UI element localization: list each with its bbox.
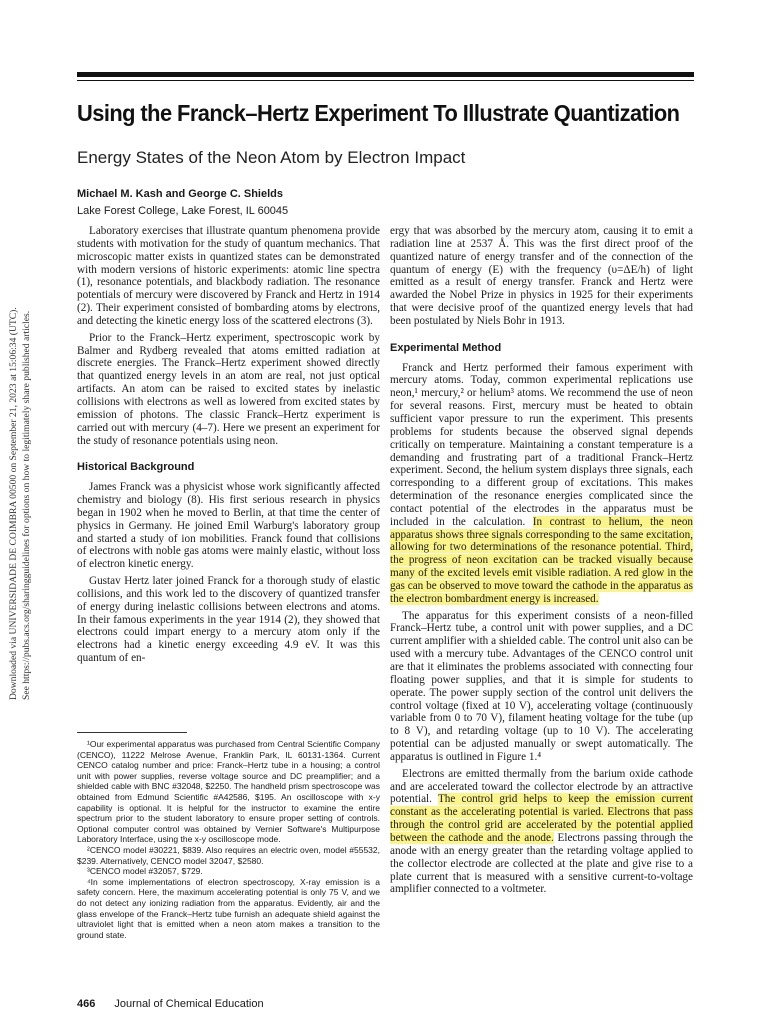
footnotes (77, 732, 380, 940)
paragraph: Laboratory exercises that illustrate quantum phenomena provide students with motivation for the study of quantum mechanics. That microscopic matter exists in quantized states can be demonstrated with modern versions of historic experiments: atomic line spectra (1), resonance potentials, and blackbody radiation. The resonance potentials of mercury were discovered by Franck and Hertz in 1914 (2). Their experiment consisted of bombarding atoms by electrons, and detecting the kinetic energy loss of the scattered electrons (3). (77, 225, 380, 327)
paragraph (390, 362, 693, 606)
paragraph (390, 768, 693, 896)
paragraph: Prior to the Franck–Hertz experiment, spectroscopic work by Balmer and Rydberg revealed that atoms emitted radiation at discrete energies. The Franck–Hertz experiment showed directly that quantized energy levels in an atom are real, not just optical artifacts. An atom can be raised to excited states by inelastic collisions with electrons as well as lowered from excited states by emission of photons. The classic Franck–Hertz experiment is carried out with mercury (4–7). Here we present an experiment for the study of resonance potentials using neon. (77, 331, 380, 447)
page-number: 466 (77, 998, 96, 1010)
footnote-2: ²CENCO model #30221, $839. Also requires an electric oven, model #55532, $239. Alternatively, CENCO model 32047, $2580. (77, 844, 380, 866)
paragraph: Gustav Hertz later joined Franck for a thorough study of elastic collisions, and this work led to the discovery of quantized transfer of energy during inelastic collisions between electrons and atoms. In their famous experiments in the year 1914 (2), they showed that electrons could impart energy to a mercury atom only if the electrons had a kinetic energy exceeding 4.9 eV. It was this quantum of en- (77, 575, 380, 665)
left-column (77, 225, 380, 669)
right-column (390, 225, 693, 900)
journal-name: Journal of Chemical Education (114, 998, 264, 1010)
paragraph: ergy that was absorbed by the mercury atom, causing it to emit a radiation line at 2537 Å. This was the first direct proof of the quantized nature of energy transfer and of the connection of the quantum of energy (E) with the frequency (υ=ΔE/h) of light emitted as a result of energy transfer. Franck and Hertz were awarded the Nobel Prize in physics in 1925 for their experiments that were decisive proof of the quantized energy levels that had been postulated by Niels Bohr in 1913. (390, 225, 693, 327)
highlighted-text: The control grid helps to keep the emission current constant as the accelerating potential is varied. Electrons that pass through the control grid are accelerated by the potential applied between the cathode and the anode. (390, 793, 693, 844)
download-notice-line2[interactable]: See https://pubs.acs.org/sharingguidelines for options on how to legitimately share published articles. (20, 310, 32, 700)
paragraph-text: Franck and Hertz performed their famous experiment with mercury atoms. Today, common experimental replications use neon,¹ mercury,² or helium³ atoms. We recommend the use of neon for several reasons. First, mercury must be heated to obtain sufficient vapor pressure to run the experiment. This presents problems for students because the observed signal depends critically on temperature. Maintaining a constant temperature is a demanding and frustrating part of a traditional Franck–Hertz experiment. Second, the helium system displays three signals, each corresponding to a different group of excitations. This makes determination of the resonance energies complicated since the contact potential of the electrodes in the apparatus must be included in the calculation. (390, 361, 693, 528)
article-subtitle: Energy States of the Neon Atom by Electron Impact (77, 148, 466, 167)
footnote-rule (77, 732, 187, 733)
page-footer (77, 998, 264, 1010)
authors: Michael M. Kash and George C. Shields (77, 188, 283, 200)
header-rule-thin (77, 80, 694, 81)
paragraph-text: Electrons are emitted thermally from the barium oxide cathode and are accelerated toward the collector electrode by an attractive potential. (390, 767, 693, 806)
download-notice (8, 307, 33, 700)
download-notice-line1: Downloaded via UNIVERSIDADE DE COIMBRA 00500 on September 21, 2023 at 15:06:34 (UTC). (8, 307, 19, 700)
header-rule-thick (77, 72, 694, 77)
article-title: Using the Franck–Hertz Experiment To Illustrate Quantization (77, 100, 680, 126)
section-heading-history: Historical Background (77, 461, 195, 474)
footnote-4: ⁴In some implementations of electron spectroscopy, X-ray emission is a safety concern. Here, the maximum accelerating potential is only 75 V, and we do not detect any ionizing radiation from the apparatus. Evidently, air and the glass envelope of the Franck–Hertz tube furnish an adequate shield against the ultraviolet light that is emitted when a neon atom makes a transition to the ground state. (77, 876, 380, 940)
footnote-3: ³CENCO model #32057, $729. (87, 866, 203, 877)
section-heading-method: Experimental Method (390, 341, 502, 354)
paragraph: James Franck was a physicist whose work significantly affected chemistry and biology (8). His first serious research in physics began in 1902 when he moved to Berlin, at that time the center of physics in Germany. He joined Emil Warburg's laboratory group and started a study of ion mobilities. Franck found that collisions of electrons with noble gas atoms were mainly elastic, without loss of electron kinetic energy. (77, 481, 380, 571)
paragraph-text: Electrons passing through the anode with an energy greater than the retarding voltage applied to the collector electrode are collected at the plate and give rise to a plate current that is measured with a sensitive current-to-voltage amplifier connected to a voltmeter. (390, 831, 694, 896)
paragraph: The apparatus for this experiment consists of a neon-filled Franck–Hertz tube, a control unit with power supplies, and a DC current amplifier with a shielded cable. The control unit also can be used with a mercury tube. Advantages of the CENCO control unit are that it eliminates the problems associated with connecting four floating power supplies, and that it is simple for students to operate. The power supply section of the control unit delivers the control voltage (fixed at 10 V), accelerating voltage (continuously variable from 0 to 70 V), filament heating voltage for the tube (up to 8 V), and retarding voltage (up to 10 V). The accelerating potential can be adjusted manually or swept automatically. The apparatus is outlined in Figure 1.⁴ (390, 609, 693, 763)
affiliation: Lake Forest College, Lake Forest, IL 60045 (77, 205, 289, 217)
highlighted-text: In contrast to helium, the neon apparatus shows three signals corresponding to the same excitation, allowing for two determinations of the resonance potential. Third, the progress of neon excitation can be tracked visually because many of the excited levels emit visible radiation. A red glow in the gas can be observed to move toward the cathode in the apparatus as the electron bombardment energy is increased. (390, 515, 694, 605)
footnote-1: ¹Our experimental apparatus was purchased from Central Scientific Company (CENCO), 11222 Melrose Avenue, Franklin Park, IL 60131-1364. Current CENCO catalog number and price: Franck–Hertz tube in a housing; a control unit with power supplies, reverse voltage source and DC preamplifier; and a shielded cable with BNC #32048, $2250. The handheld prism spectroscope was obtained from Edmund Scientific #A42586, $195. An oscilloscope with x-y capability is optional. It is helpful for the instructor to examine the entire spectrum prior to the student laboratory to ensure proper setting of controls. Optional computer control was obtained by Vernier Software's Multipurpose Laboratory Interface, using the x-y oscilloscope mode. (77, 739, 380, 845)
